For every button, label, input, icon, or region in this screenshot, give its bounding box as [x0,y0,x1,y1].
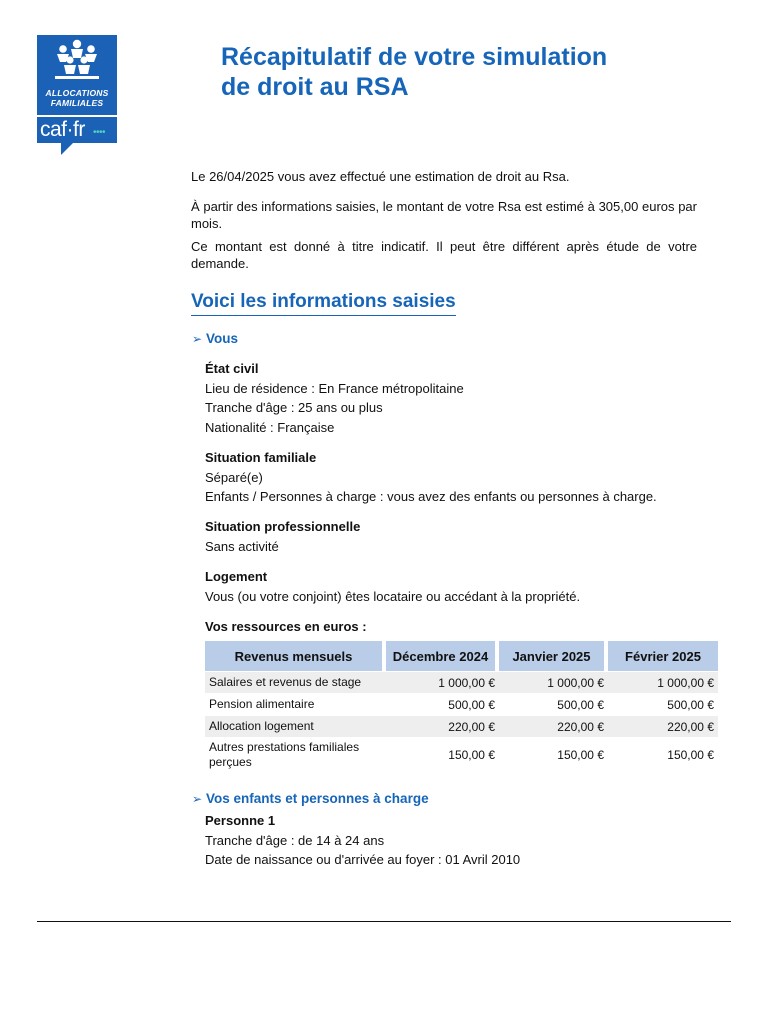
column-header: Revenus mensuels [205,641,386,671]
table-cell: 220,00 € [386,715,499,737]
caf-logo[interactable] [37,35,117,153]
logo-brand: caf·fr [40,118,85,141]
page-title [221,42,691,102]
table-cell: 500,00 € [499,693,608,715]
situation-pro-title: Situation professionnelle [205,519,361,534]
intro-disclaimer-paragraph: Ce montant est donné à titre indicatif. Il peut être différent après étude de votre demande. [191,239,697,271]
column-header: Décembre 2024 [386,641,499,671]
logo-dots: •••• [93,127,106,138]
table-cell: Salaires et revenus de stage [205,671,386,693]
table-cell: Autres prestations familiales perçues [205,737,386,771]
table-header-row [205,641,718,671]
logo-emblem [37,35,117,115]
situation-familiale-status: Séparé(e) [205,469,263,485]
table-cell: 150,00 € [386,737,499,771]
table-cell: 220,00 € [499,715,608,737]
situation-familiale-block [205,448,657,507]
ressources-title: Vos ressources en euros : [205,619,367,634]
personne-title: Personne 1 [205,813,276,828]
etat-civil-residence: Lieu de résidence : En France métropolitaine [205,380,464,396]
vous-heading-label: Vous [206,331,239,346]
table-cell: 1 000,00 € [608,671,718,693]
arrow-right-icon: ➢ [192,792,203,806]
etat-civil-age: Tranche d'âge : 25 ans ou plus [205,400,383,415]
intro-date-paragraph: Le 26/04/2025 vous avez effectué une estimation de droit au Rsa. [191,169,570,184]
personne-birthdate: Date de naissance ou d'arrivée au foyer : 01 Avril 2010 [205,852,521,867]
situation-pro-block [205,517,360,556]
situation-familiale-children: Enfants / Personnes à charge : vous avez des enfants ou personnes à charge. [205,489,657,504]
table-cell: 150,00 € [499,737,608,771]
table-cell: 500,00 € [608,693,718,715]
table-cell: 1 000,00 € [499,671,608,693]
vous-heading [192,330,238,348]
footer-divider [37,921,731,922]
logo-brand-bar [37,117,117,143]
title-line-2: de droit au RSA [221,73,409,101]
table-cell: 500,00 € [386,693,499,715]
logo-line-1: ALLOCATIONS [45,88,109,98]
ressources-title-block [205,617,367,637]
family-figures-icon [51,39,103,83]
table-row [205,671,718,693]
logo-line-2: FAMILIALES [50,98,104,108]
arrow-right-icon: ➢ [192,332,203,346]
table-row [205,715,718,737]
title-line-1: Récapitulatif de votre simulation [221,43,608,71]
situation-familiale-title: Situation familiale [205,450,317,465]
column-header: Janvier 2025 [499,641,608,671]
enfants-heading-label: Vos enfants et personnes à charge [206,791,429,806]
logement-block [205,567,580,606]
column-header: Février 2025 [608,641,718,671]
enfants-heading [192,790,429,808]
resources-table [205,641,718,771]
etat-civil-block [205,359,464,437]
logo-speech-tail [61,143,73,155]
table-row [205,693,718,715]
table-row [205,737,718,771]
situation-pro-value: Sans activité [205,538,279,554]
table-cell: 1 000,00 € [386,671,499,693]
etat-civil-title: État civil [205,361,259,376]
table-cell: 220,00 € [608,715,718,737]
table-cell: Pension alimentaire [205,693,386,715]
logement-value: Vous (ou votre conjoint) êtes locataire ou accédant à la propriété. [205,588,581,604]
table-cell: 150,00 € [608,737,718,771]
section-title: Voici les informations saisies [191,290,456,316]
personne-block [205,811,520,870]
logo-text [37,88,117,108]
etat-civil-nationality: Nationalité : Française [205,419,335,435]
logement-title: Logement [205,569,268,584]
intro-amount-paragraph: À partir des informations saisies, le montant de votre Rsa est estimé à 305,00 euros par mois. [191,199,697,231]
personne-age: Tranche d'âge : de 14 à 24 ans [205,832,385,848]
table-cell: Allocation logement [205,715,386,737]
